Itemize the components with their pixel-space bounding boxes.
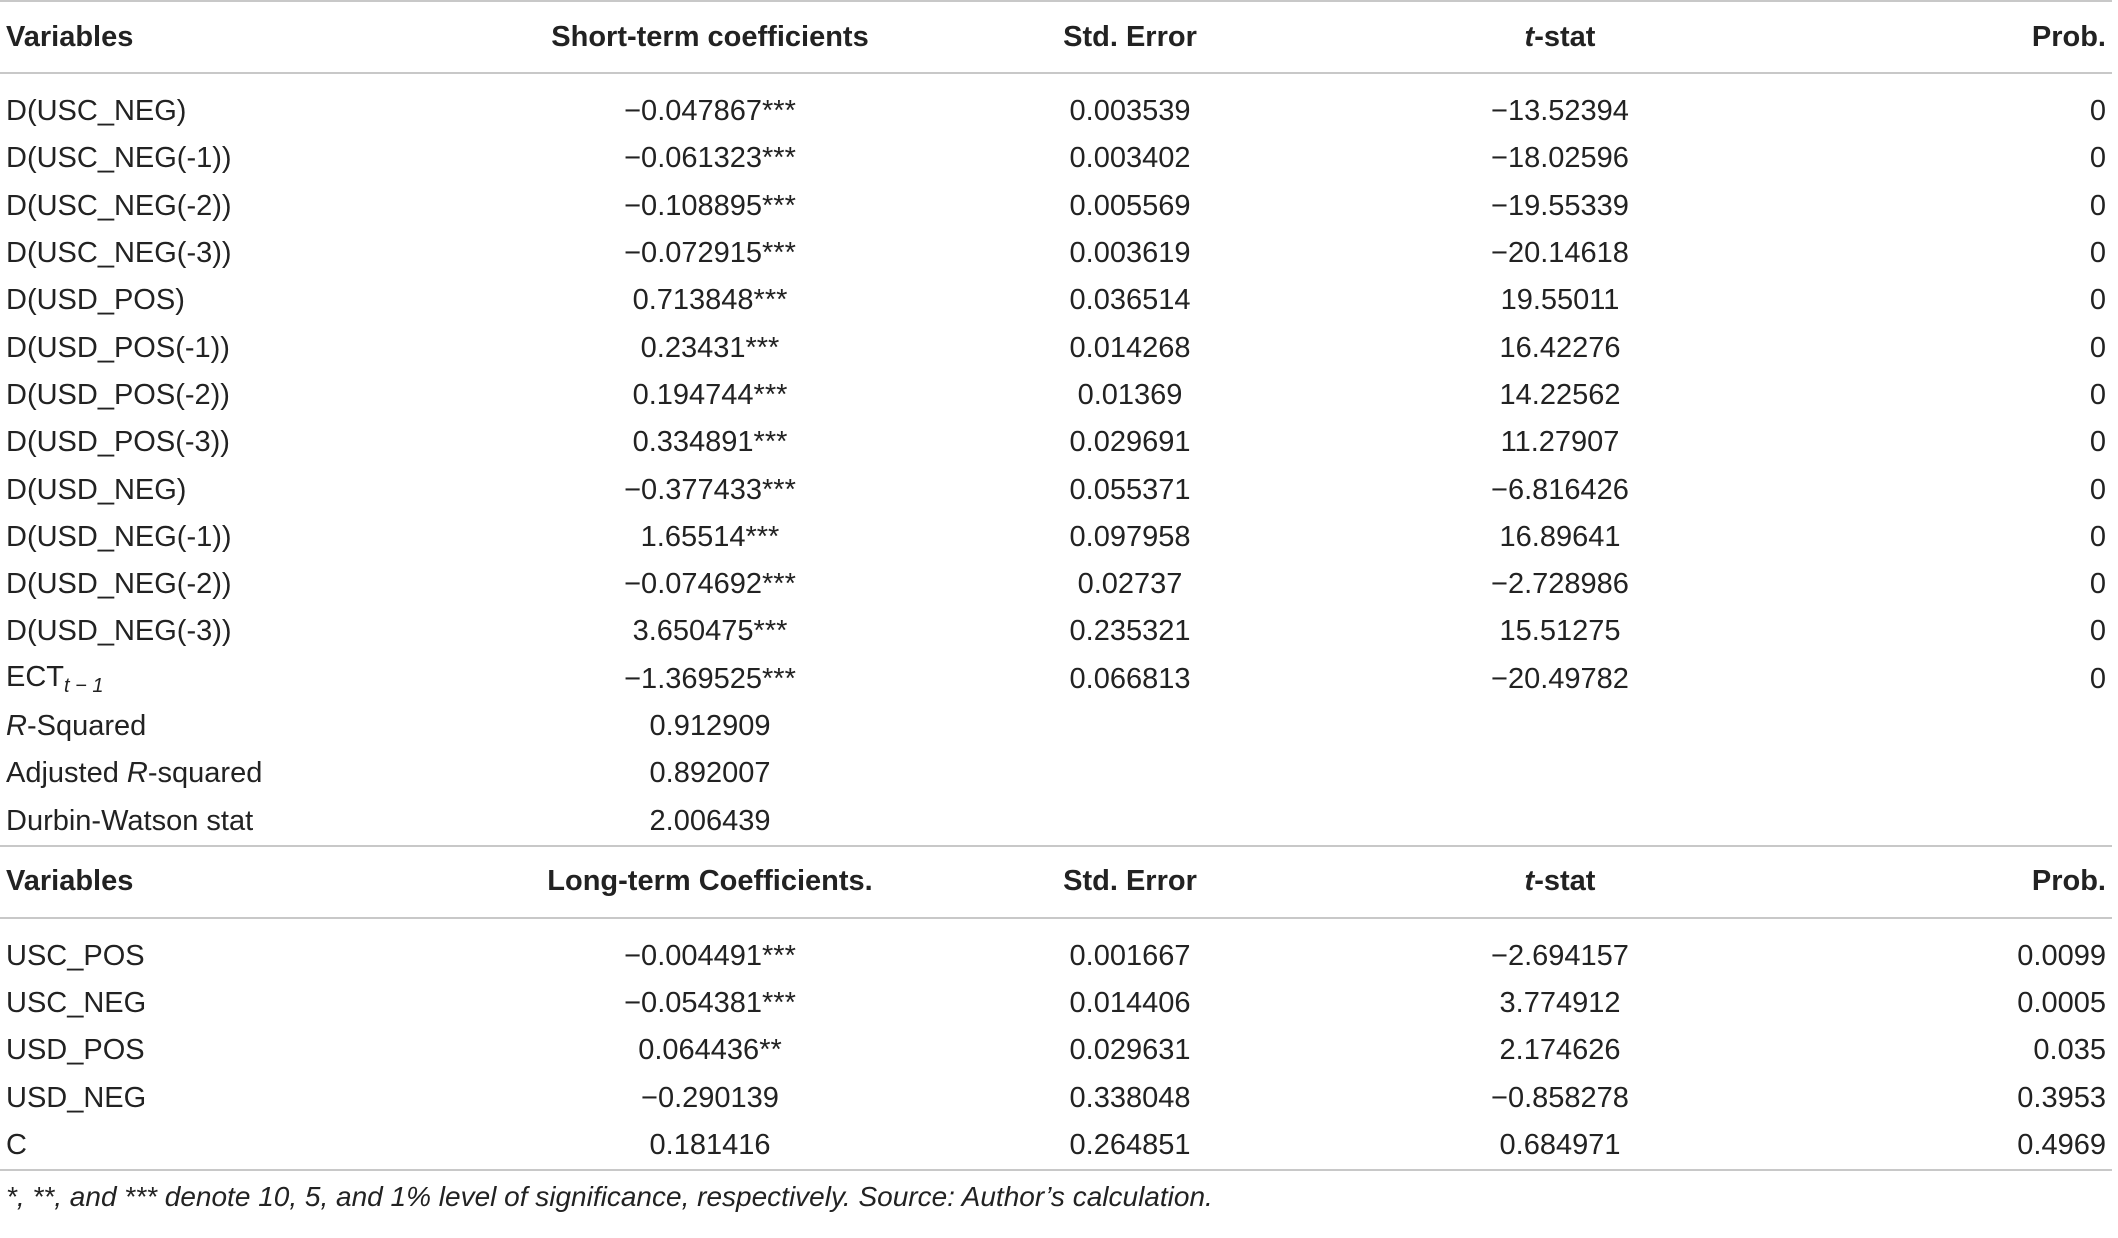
prob-cell: 0.3953 bbox=[2017, 1081, 2106, 1114]
std-error-cell: 0.338048 bbox=[1069, 1081, 1191, 1114]
table-row bbox=[0, 1075, 2112, 1122]
t-stat-cell: 19.55011 bbox=[1500, 284, 1620, 317]
header-std-error-long: Std. Error bbox=[990, 846, 1270, 918]
table-row bbox=[0, 918, 2112, 980]
variable-cell: D(USD_POS(-3)) bbox=[6, 426, 230, 459]
t-stat-cell: −6.816426 bbox=[1491, 473, 1629, 506]
header-t-stat: t-stat bbox=[1270, 1, 1850, 73]
table-row bbox=[0, 183, 2112, 230]
prob-cell: 0.0005 bbox=[2017, 987, 2106, 1020]
std-error-cell: 0.029631 bbox=[1069, 1034, 1191, 1067]
std-error-cell: 0.264851 bbox=[990, 1122, 1270, 1170]
table-footnote: *, **, and *** denote 10, 5, and 1% level of significance, respectively. Source: Author’s calculation. bbox=[6, 1181, 1213, 1213]
ect-row bbox=[0, 656, 2112, 703]
coefficient-cell: −0.377433*** bbox=[624, 473, 796, 506]
std-error-cell: 0.003619 bbox=[1069, 237, 1191, 270]
coefficient-cell: 0.713848*** bbox=[632, 284, 788, 317]
t-stat-cell: 16.89641 bbox=[1499, 520, 1621, 553]
table-row bbox=[0, 608, 2112, 655]
prob-cell: 0 bbox=[2089, 520, 2106, 553]
header-prob: Prob. bbox=[1850, 1, 2112, 73]
prob-cell: 0 bbox=[2089, 237, 2106, 270]
adjusted-r-squared-row bbox=[0, 750, 2112, 797]
adjusted-r-squared-value: 0.892007 bbox=[649, 757, 771, 790]
durbin-watson-value: 2.006439 bbox=[430, 797, 990, 845]
short-term-header-row bbox=[0, 1, 2112, 73]
std-error-cell: 0.02737 bbox=[1077, 568, 1183, 601]
prob-cell: 0 bbox=[2089, 378, 2106, 411]
variable-cell: USD_POS bbox=[6, 1034, 145, 1067]
variable-cell: D(USD_NEG(-2)) bbox=[6, 568, 232, 601]
t-stat-cell: 0.684971 bbox=[1270, 1122, 1850, 1170]
t-stat-cell: −19.55339 bbox=[1491, 189, 1629, 222]
table-row bbox=[0, 135, 2112, 182]
variable-cell: D(USD_NEG) bbox=[6, 473, 187, 506]
std-error-cell: 0.001667 bbox=[1069, 939, 1191, 972]
header-variables-long: Variables bbox=[0, 846, 430, 918]
prob-cell: 0 bbox=[2089, 426, 2106, 459]
table-row bbox=[0, 419, 2112, 466]
variable-cell: D(USD_POS(-1)) bbox=[6, 331, 230, 364]
table-row bbox=[0, 561, 2112, 608]
coefficient-cell: 0.334891*** bbox=[632, 426, 788, 459]
variable-cell: C bbox=[0, 1122, 430, 1170]
std-error-cell: 0.005569 bbox=[1069, 189, 1191, 222]
prob-cell: 0 bbox=[2089, 189, 2106, 222]
prob-cell: 0.035 bbox=[2033, 1034, 2106, 1067]
coefficient-cell: −0.108895*** bbox=[624, 189, 796, 222]
std-error-cell: 0.036514 bbox=[1069, 284, 1191, 317]
std-error-cell: 0.235321 bbox=[1069, 615, 1191, 648]
r-squared-label: R-Squared bbox=[6, 710, 147, 742]
ect-t: −20.49782 bbox=[1491, 662, 1629, 695]
long-term-section bbox=[0, 846, 2112, 918]
table-row bbox=[0, 466, 2112, 513]
t-stat-cell: −0.858278 bbox=[1491, 1081, 1629, 1114]
coefficient-cell: 0.194744*** bbox=[632, 378, 788, 411]
durbin-watson-label: Durbin-Watson stat bbox=[0, 797, 430, 845]
long-term-header-row bbox=[0, 846, 2112, 918]
variable-cell: D(USC_NEG) bbox=[6, 95, 187, 128]
header-std-error: Std. Error bbox=[990, 1, 1270, 73]
coefficient-cell: 0.23431*** bbox=[640, 331, 780, 364]
t-stat-cell: −20.14618 bbox=[1491, 237, 1629, 270]
prob-cell: 0 bbox=[2089, 568, 2106, 601]
t-stat-cell: 16.42276 bbox=[1499, 331, 1621, 364]
ect-p: 0 bbox=[2089, 662, 2106, 695]
coefficient-cell: 3.650475*** bbox=[632, 615, 788, 648]
variable-cell: USC_NEG bbox=[6, 987, 147, 1020]
std-error-cell: 0.01369 bbox=[1077, 378, 1183, 411]
r-squared-row bbox=[0, 703, 2112, 750]
table-row bbox=[0, 324, 2112, 371]
ect-label: $ECT_{t - 1}$ bbox=[6, 660, 104, 697]
header-t-stat-long: t-stat bbox=[1270, 846, 1850, 918]
t-stat-cell: 3.774912 bbox=[1499, 987, 1621, 1020]
prob-cell: 0 bbox=[2089, 473, 2106, 506]
t-stat-cell: 2.174626 bbox=[1499, 1034, 1621, 1067]
adjusted-r-squared-label: Adjusted R-squared bbox=[6, 757, 263, 790]
variable-cell: D(USC_NEG(-2)) bbox=[6, 189, 232, 222]
prob-cell: 0 bbox=[2089, 615, 2106, 648]
prob-cell: 0.0099 bbox=[2017, 939, 2106, 972]
t-stat-cell: −18.02596 bbox=[1491, 142, 1629, 175]
prob-cell: 0 bbox=[2089, 284, 2106, 317]
coefficient-cell: −0.074692*** bbox=[624, 568, 796, 601]
coefficient-cell: −0.061323*** bbox=[624, 142, 796, 175]
coefficient-cell: 0.064436** bbox=[638, 1034, 782, 1067]
prob-cell: 0 bbox=[2089, 142, 2106, 175]
short-term-section bbox=[0, 1, 2112, 73]
coefficient-cell: −0.072915*** bbox=[624, 237, 796, 270]
prob-cell: 0.4969 bbox=[1850, 1122, 2112, 1170]
header-variables: Variables bbox=[0, 1, 430, 73]
header-short-term-coefficients: Short-term coefficients bbox=[430, 1, 990, 73]
variable-cell: D(USD_NEG(-3)) bbox=[6, 615, 232, 648]
table-row bbox=[0, 1027, 2112, 1074]
coefficient-cell: 0.181416 bbox=[430, 1122, 990, 1170]
prob-cell: 0 bbox=[2089, 331, 2106, 364]
ect-std: 0.066813 bbox=[1069, 662, 1191, 695]
std-error-cell: 0.014406 bbox=[1069, 987, 1191, 1020]
std-error-cell: 0.003402 bbox=[1069, 142, 1191, 175]
durbin-watson-row bbox=[0, 797, 2112, 845]
table-row bbox=[0, 372, 2112, 419]
std-error-cell: 0.003539 bbox=[1069, 95, 1191, 128]
table-row bbox=[0, 514, 2112, 561]
coefficient-cell: −0.004491*** bbox=[624, 939, 796, 972]
table-row bbox=[0, 1122, 2112, 1170]
short-term-extra bbox=[0, 656, 2112, 846]
std-error-cell: 0.014268 bbox=[1069, 331, 1191, 364]
table-row bbox=[0, 73, 2112, 135]
long-term-rows bbox=[0, 918, 2112, 1170]
coefficient-cell: −0.047867*** bbox=[624, 95, 796, 128]
variable-cell: D(USD_POS) bbox=[6, 284, 185, 317]
header-prob-long: Prob. bbox=[1850, 846, 2112, 918]
r-squared-value: 0.912909 bbox=[649, 710, 771, 742]
coefficient-cell: −0.054381*** bbox=[624, 987, 796, 1020]
short-term-rows bbox=[0, 73, 2112, 656]
t-stat-cell: −2.694157 bbox=[1491, 939, 1629, 972]
variable-cell: D(USC_NEG(-1)) bbox=[6, 142, 232, 175]
table-row bbox=[0, 230, 2112, 277]
coefficient-cell: 1.65514*** bbox=[640, 520, 780, 553]
std-error-cell: 0.029691 bbox=[1069, 426, 1191, 459]
variable-cell: USD_NEG bbox=[6, 1081, 147, 1114]
t-stat-cell: −13.52394 bbox=[1491, 95, 1629, 128]
table-row bbox=[0, 277, 2112, 324]
variable-cell: D(USD_NEG(-1)) bbox=[6, 520, 232, 553]
std-error-cell: 0.097958 bbox=[1069, 520, 1191, 553]
ect-coef: −1.369525*** bbox=[624, 662, 796, 695]
coefficient-cell: −0.290139 bbox=[641, 1081, 779, 1114]
t-stat-cell: 14.22562 bbox=[1499, 378, 1621, 411]
t-stat-cell: 11.27907 bbox=[1500, 426, 1620, 459]
prob-cell: 0 bbox=[2089, 95, 2106, 128]
header-long-term-coefficients: Long-term Coefficients. bbox=[430, 846, 990, 918]
table-row bbox=[0, 980, 2112, 1027]
std-error-cell: 0.055371 bbox=[1069, 473, 1191, 506]
t-stat-cell: −2.728986 bbox=[1491, 568, 1629, 601]
variable-cell: D(USD_POS(-2)) bbox=[6, 378, 230, 411]
variable-cell: D(USC_NEG(-3)) bbox=[6, 237, 232, 270]
variable-cell: USC_POS bbox=[6, 939, 145, 972]
t-stat-cell: 15.51275 bbox=[1499, 615, 1621, 648]
